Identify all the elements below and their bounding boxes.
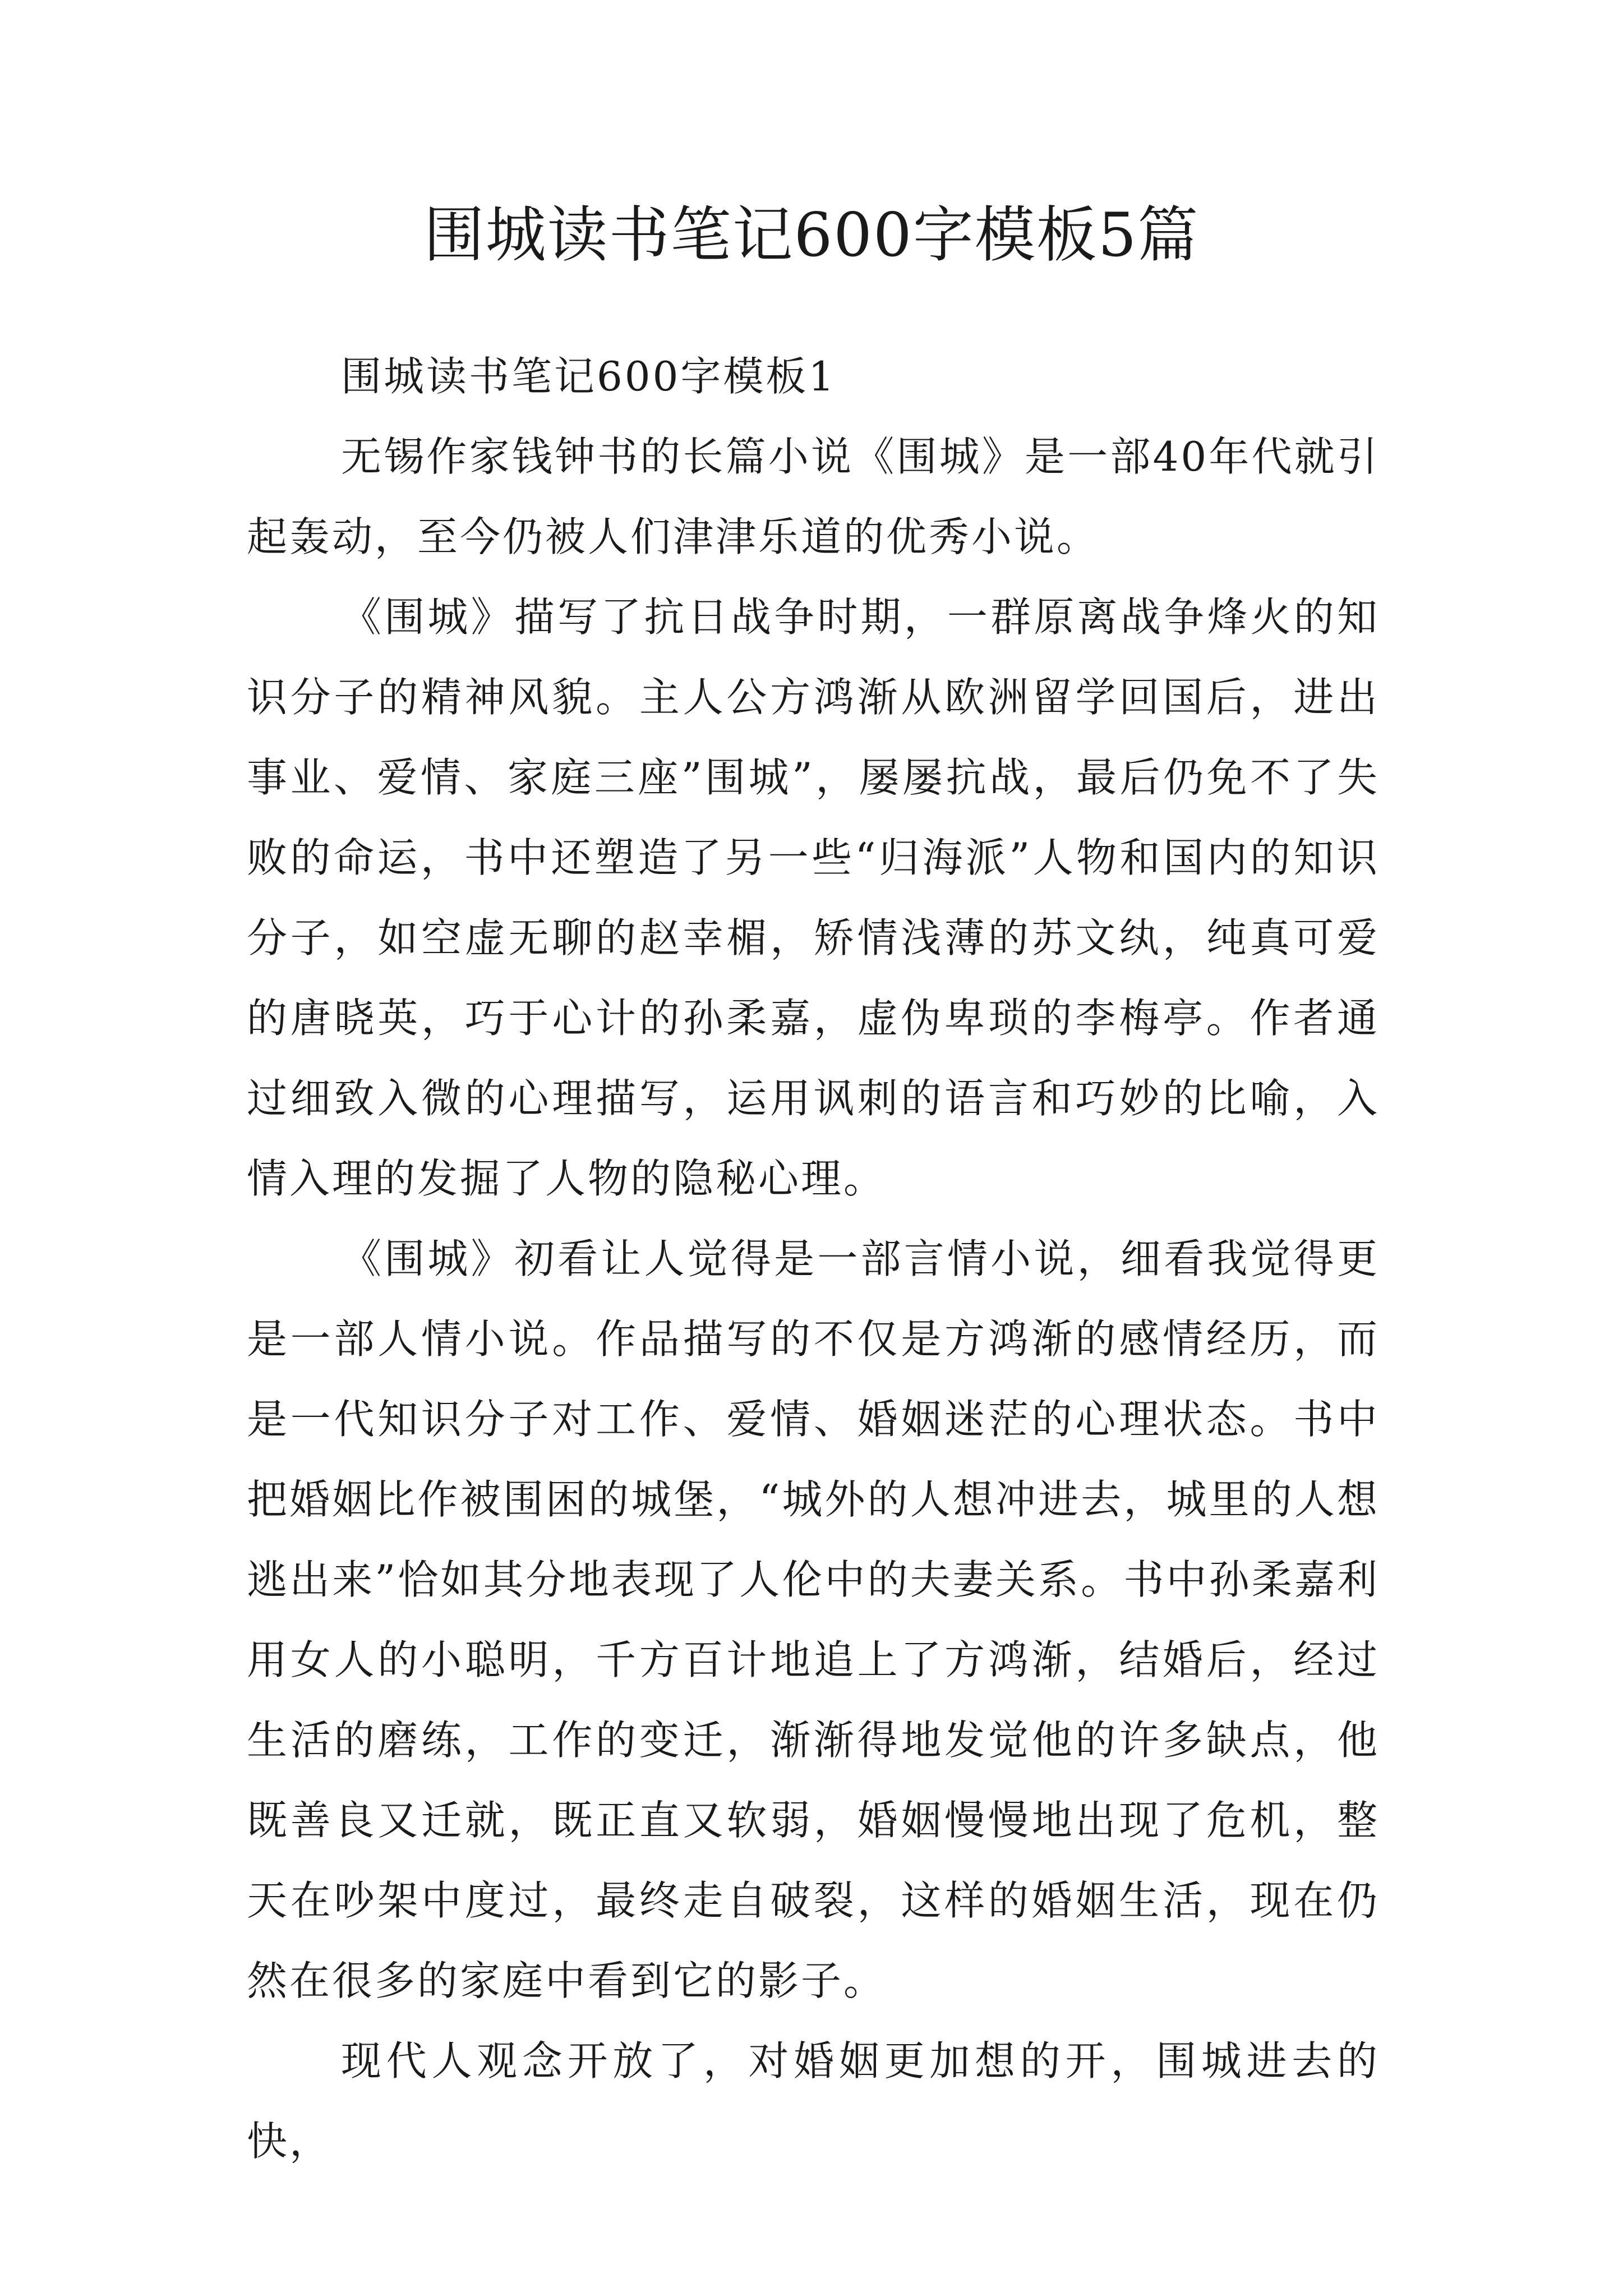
document-title: 围城读书笔记600字模板5篇 [423,200,1200,270]
body-paragraph: 《围城》描写了抗日战争时期，一群原离战争烽火的知识分子的精神风貌。主人公方鸿渐从欧洲留学回国后，进出事业、爱情、家庭三座”围城”，屡屡抗战，最后仍免不了失败的命运，书中还塑造了另一些“归海派”人物和国内的知识分子，如空虚无聊的赵幸楣，矫情浅薄的苏文纨，纯真可爱的唐晓英，巧于心计的孙柔嘉，虚伪卑琐的李梅亭。作者通过细致入微的心理描写，运用讽刺的语言和巧妙的比喻，入情入理的发掘了人物的隐秘心理。 [247,593,1380,1202]
body-paragraph: 无锡作家钱钟书的长篇小说《围城》是一部40年代就引起轰动，至今仍被人们津津乐道的优秀小说。 [247,433,1380,560]
body-paragraph: 现代人观念开放了，对婚姻更加想的开，围城进去的快， [247,2037,1380,2165]
section-heading: 围城读书笔记600字模板1 [341,353,837,400]
body-paragraph: 《围城》初看让人觉得是一部言情小说，细看我觉得更是一部人情小说。作品描写的不仅是方鸿渐的感情经历，而是一代知识分子对工作、爱情、婚姻迷茫的心理状态。书中把婚姻比作被围困的城堡，“城外的人想冲进去，城里的人想逃出来”恰如其分地表现了人伦中的夫妻关系。书中孙柔嘉利用女人的小聪明，千方百计地追上了方鸿渐，结婚后，经过生活的磨练，工作的变迁，渐渐得地发觉他的许多缺点，他既善良又迁就，既正直又软弱，婚姻慢慢地出现了危机，整天在吵架中度过，最终走自破裂，这样的婚姻生活，现在仍然在很多的家庭中看到它的影子。 [247,1235,1380,2004]
document-body [247,337,1380,2182]
